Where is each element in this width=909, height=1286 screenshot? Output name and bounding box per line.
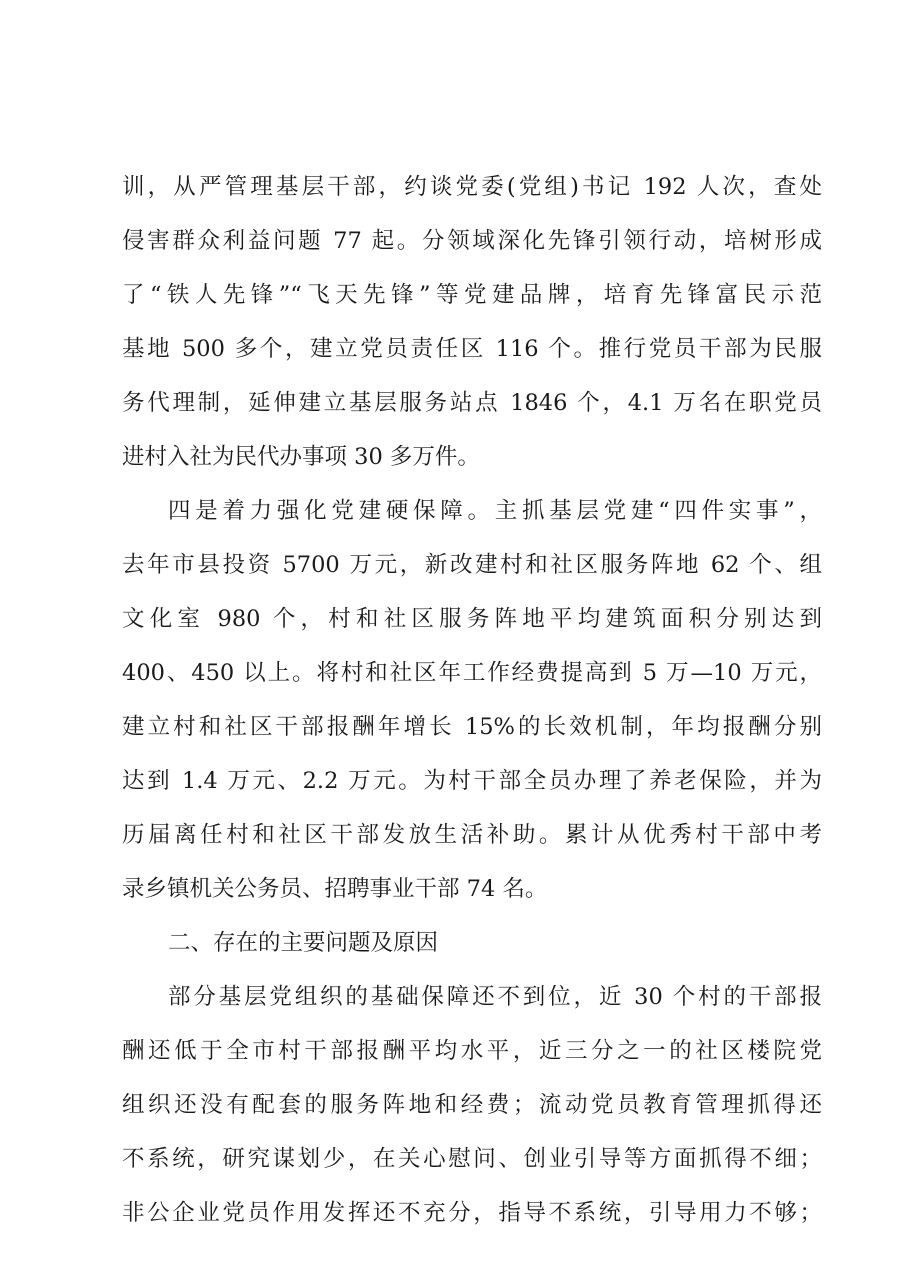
text-line: 训，从严管理基层干部，约谈党委(党组)书记 192 人次，查处 (122, 174, 822, 200)
text-line: 历届离任村和社区干部发放生活补助。累计从优秀村干部中考 (122, 822, 822, 848)
text-line: 进村入社为民代办事项 30 多万件。 (122, 444, 480, 470)
text-line: 达到 1.4 万元、2.2 万元。为村干部全员办理了养老保险，并为 (122, 768, 822, 794)
text-line: 侵害群众利益问题 77 起。分领域深化先锋引领行动，培树形成 (122, 228, 822, 254)
section-heading: 二、存在的主要问题及原因 (168, 930, 439, 956)
paragraph-start-line: 四是着力强化党建硬保障。主抓基层党建“四件实事”， (168, 498, 822, 524)
paragraph-start-line: 部分基层党组织的基础保障还不到位，近 30 个村的干部报 (168, 984, 822, 1010)
body-text (122, 160, 822, 1240)
text-line: 非公企业党员作用发挥还不充分，指导不系统，引导用力不够； (122, 1200, 822, 1226)
text-line: 不系统，研究谋划少，在关心慰问、创业引导等方面抓得不细； (122, 1146, 822, 1172)
text-line: 基地 500 多个，建立党员责任区 116 个。推行党员干部为民服 (122, 336, 822, 362)
text-line: 组织还没有配套的服务阵地和经费；流动党员教育管理抓得还 (122, 1092, 822, 1118)
text-line: 文化室 980 个，村和社区服务阵地平均建筑面积分别达到 (122, 606, 822, 632)
text-line: 务代理制，延伸建立基层服务站点 1846 个，4.1 万名在职党员 (122, 390, 822, 416)
text-line: 建立村和社区干部报酬年增长 15%的长效机制，年均报酬分别 (122, 714, 822, 740)
text-line: 去年市县投资 5700 万元，新改建村和社区服务阵地 62 个、组 (122, 552, 822, 578)
text-line: 酬还低于全市村干部报酬平均水平，近三分之一的社区楼院党 (122, 1038, 822, 1064)
text-line: 录乡镇机关公务员、招聘事业干部 74 名。 (122, 876, 548, 902)
text-line: 400、450 以上。将村和社区年工作经费提高到 5 万—10 万元， (122, 660, 822, 686)
text-line: 了“铁人先锋”“飞天先锋”等党建品牌，培育先锋富民示范 (122, 282, 822, 308)
